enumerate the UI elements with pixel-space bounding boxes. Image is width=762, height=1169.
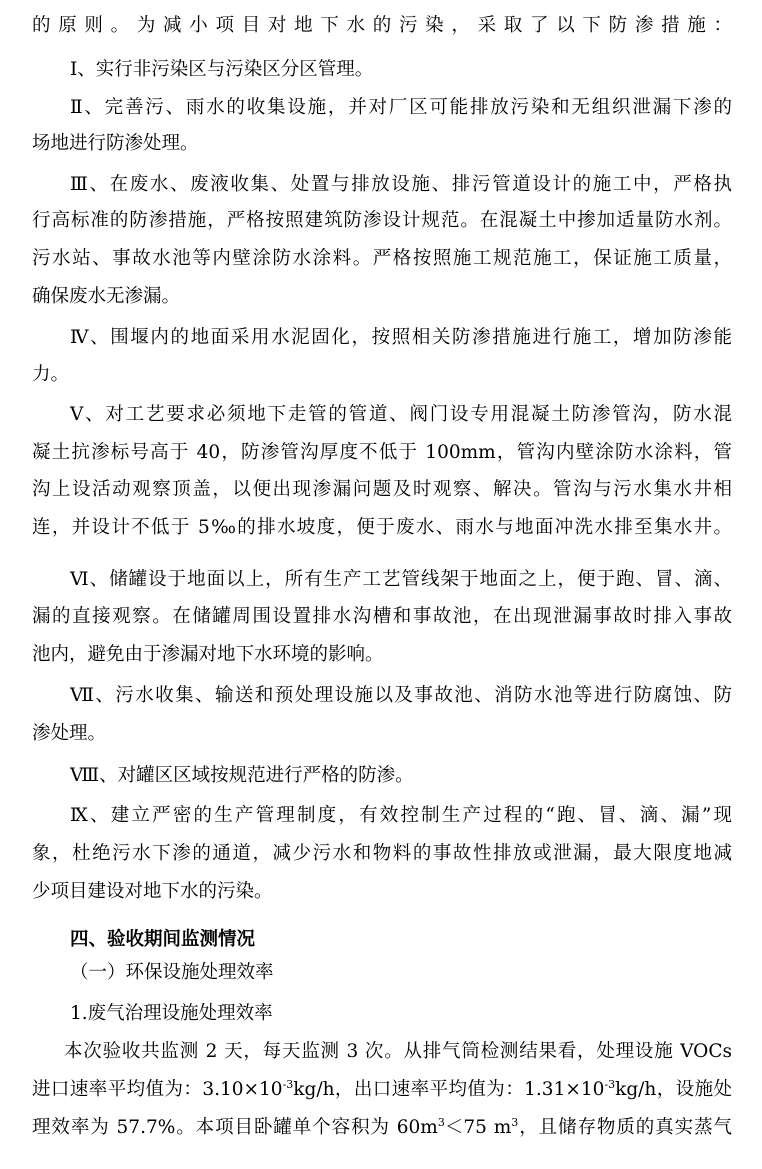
inlet-rate-text: 进口速率平均值为：3.10×10 [32, 1079, 283, 1100]
measure-item-6: Ⅵ、储罐设于地面以上，所有生产工艺管线架于地面之上，便于跑、冒、滴、 [70, 569, 732, 590]
paragraph-line: 沟上设活动观察顶盖，以便出现渗漏问题及时观察、解决。管沟与污水集水井相 [32, 479, 732, 500]
efficiency-lead-text: kg/h，设施处 [615, 1079, 733, 1100]
paragraph-line: 连，并设计不低于 5‰的排水坡度，便于废水、雨水与地面冲洗水排至集水井。 [32, 517, 732, 538]
paragraph-line: 漏的直接观察。在储罐周围设置排水沟槽和事故池，在出现泄漏事故时排入事故 [32, 606, 732, 627]
paragraph-line: 确保废水无渗漏。 [32, 286, 181, 307]
paragraph-line: 渗处理。 [32, 723, 107, 744]
exponent: -3 [604, 1078, 616, 1091]
measure-item-7: Ⅶ、污水收集、输送和预处理设施以及事故池、消防水池等进行防腐蚀、防 [70, 685, 732, 706]
measure-item-9: Ⅸ、建立严密的生产管理制度，有效控制生产过程的“跑、冒、滴、漏”现 [70, 805, 732, 826]
paragraph-line: 少项目建设对地下水的污染。 [32, 881, 273, 902]
exponent: 3 [511, 1116, 519, 1129]
paragraph-line: 池内，避免由于渗漏对地下水环境的影响。 [32, 644, 384, 665]
measure-item-2: Ⅱ、完善污、雨水的收集设施，并对厂区可能排放污染和无组织泄漏下渗的 [70, 97, 732, 118]
paragraph-line: 力。 [32, 364, 70, 385]
measure-item-8: Ⅷ、对罐区区域按规范进行严格的防渗。 [70, 765, 414, 786]
paragraph-line: 行高标准的防渗措施，严格按照建筑防渗设计规范。在混凝土中掺加适量防水剂。 [32, 210, 732, 231]
measure-item-4: Ⅳ、围堰内的地面采用水泥固化，按照相关防渗措施进行施工，增加防渗能 [70, 327, 732, 348]
measure-item-3: Ⅲ、在废水、废液收集、处置与排放设施、排污管道设计的施工中，严格执 [70, 174, 732, 195]
efficiency-text: 理效率为 57.7%。本项目卧罐单个容积为 60m [32, 1117, 438, 1138]
measure-item-5: Ⅴ、对工艺要求必须地下走管的管道、阀门设专用混凝土防渗管沟，防水混 [70, 404, 732, 425]
paragraph-line: 场地进行防渗处理。 [32, 133, 199, 154]
item-heading: 1.废气治理设施处理效率 [70, 1003, 273, 1024]
exponent: -3 [282, 1078, 294, 1091]
paragraph-line-rates [32, 1078, 732, 1102]
paragraph-line: 污水站、事故水池等内壁涂防水涂料。严格按照施工规范施工，保证施工质量， [32, 248, 732, 269]
paragraph-line: 象，杜绝污水下渗的通道，减少污水和物料的事故性排放或泄漏，最大限度地减 [32, 843, 732, 864]
paragraph-line: 的原则。为减小项目对地下水的污染，采取了以下防渗措施： [32, 15, 732, 36]
volume-limit-text: ＜75 m [444, 1117, 512, 1138]
outlet-rate-text: kg/h，出口速率平均值为：1.31×10 [293, 1079, 605, 1100]
subsection-heading: （一）环保设施处理效率 [70, 962, 274, 983]
measure-item-1: Ⅰ、实行非污染区与污染区分区管理。 [70, 59, 374, 80]
paragraph-line: 本次验收共监测 2 天，每天监测 3 次。从排气筒检测结果看，处理设施 VOCs [64, 1041, 732, 1062]
exponent: 3 [437, 1116, 445, 1129]
vapor-text: ，且储存物质的真实蒸气 [518, 1117, 732, 1138]
section-heading: 四、验收期间监测情况 [70, 929, 256, 950]
paragraph-line-volume [32, 1116, 732, 1140]
paragraph-line: 凝土抗渗标号高于 40，防渗管沟厚度不低于 100mm，管沟内壁涂防水涂料，管 [32, 442, 732, 463]
